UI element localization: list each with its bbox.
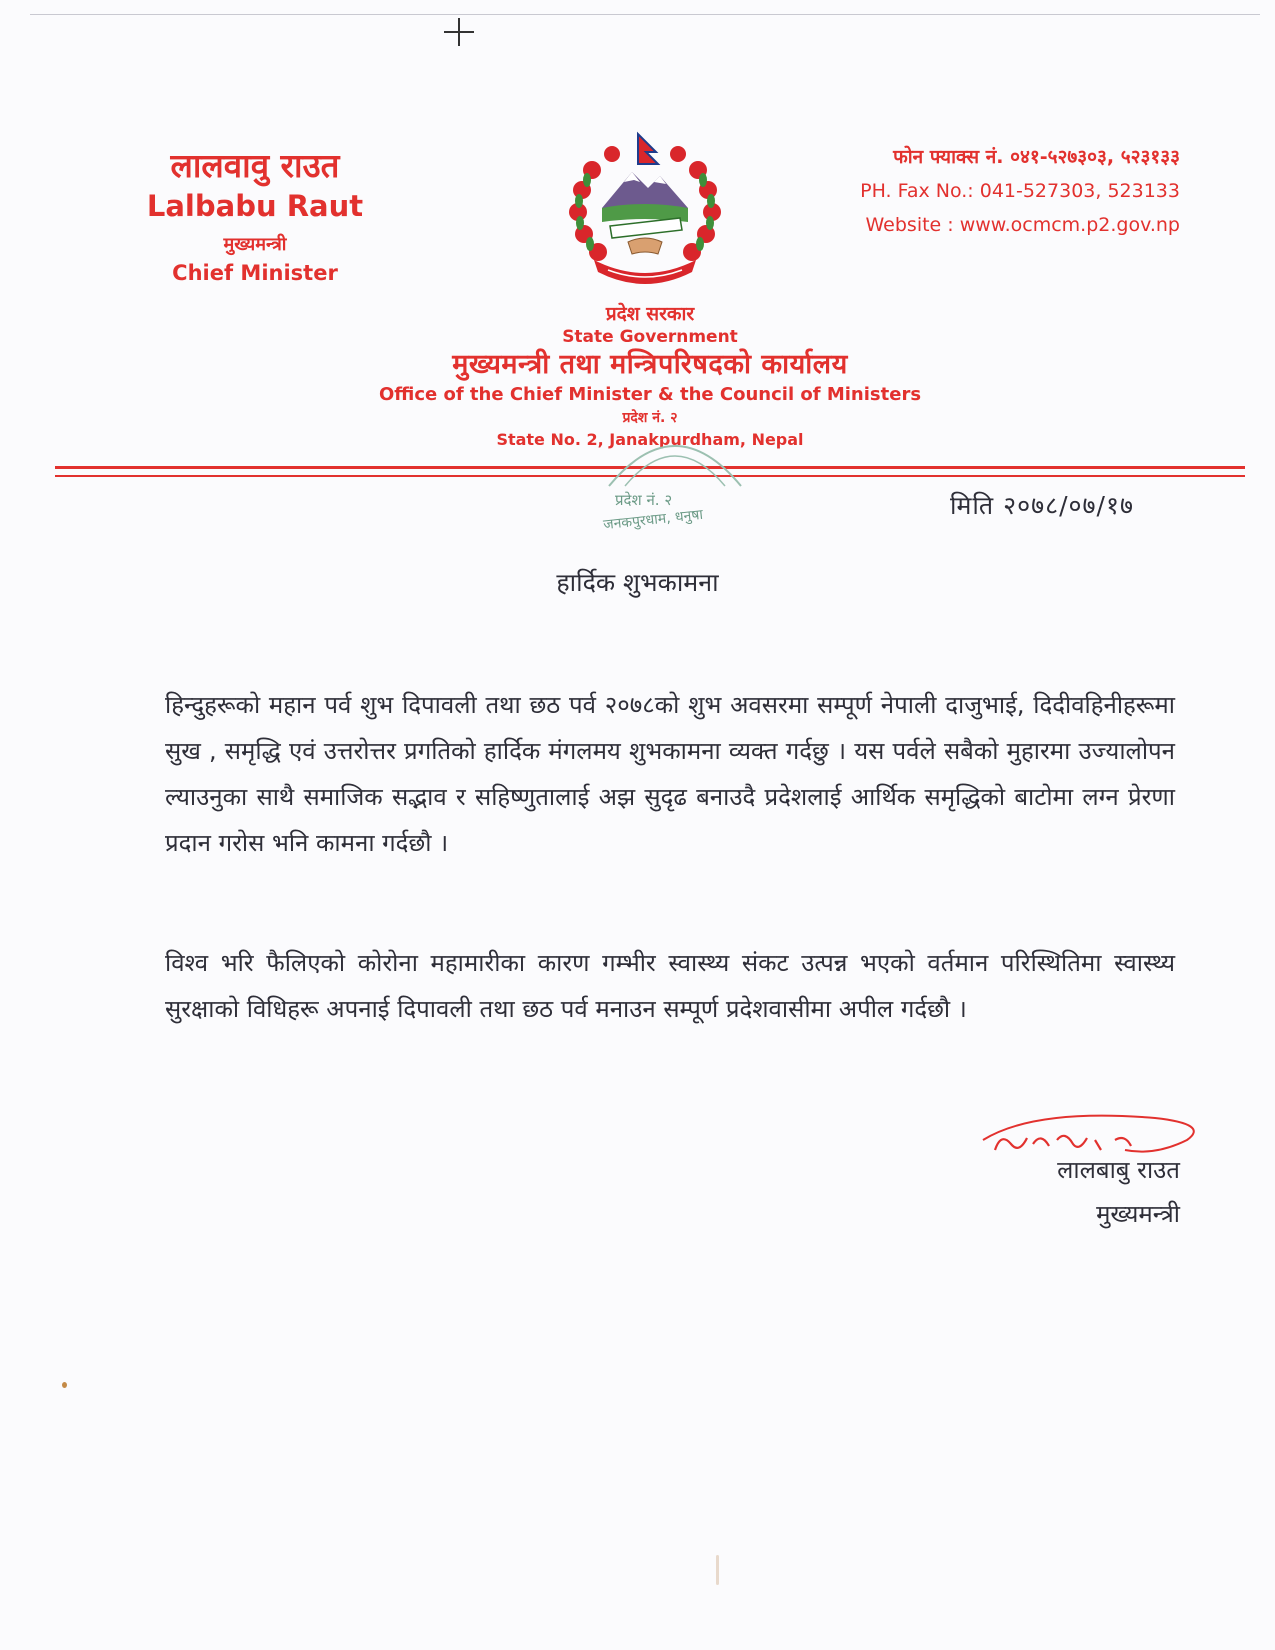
signatory-block [960, 1148, 1180, 1236]
stamp-line-1: प्रदेश नं. २ [615, 491, 673, 509]
sender-title-devanagari: मुख्यमन्त्री [223, 234, 287, 255]
office-devanagari: मुख्यमन्त्री तथा मन्त्रिपरिषदको कार्यालय [452, 349, 848, 380]
office-english: Office of the Chief Minister & the Council of Ministers [378, 384, 922, 405]
nepal-emblem-icon [560, 130, 730, 290]
contact-block [820, 140, 1180, 242]
sender-title-english: Chief Minister [172, 261, 338, 285]
government-english: State Government [562, 327, 738, 347]
phone-fax-devanagari: फोन फ्याक्स नं. ०४१-५२७३०३, ५२३१३३ [893, 146, 1180, 168]
signatory-title: मुख्यमन्त्री [1096, 1200, 1180, 1228]
letter-subject: हार्दिक शुभकामना [556, 568, 719, 597]
state-english: State No. 2, Janakpurdham, Nepal [496, 430, 804, 449]
stamp-line-2: जनकपुरधाम, धनुषा [602, 506, 704, 534]
sender-name-english: Lalbabu Raut [146, 189, 364, 223]
body-paragraph-1: हिन्दुहरूको महान पर्व शुभ दिपावली तथा छठ पर्व २०७८को शुभ अवसरमा सम्पूर्ण नेपाली दाजुभाई, दिदीवहिनीहरूमा सुख , समृद्धि एवं उत्तरोत्तर प्रगतिको हार्दिक मंगलमय शुभकामना व्यक्त गर्दछु । यस पर्वले सबैको मुहारमा उज्यालोपन ल्याउनुका साथै समाजिक सद्भाव र सहिष्णुतालाई अझ सुदृढ बनाउदै प्रदेशलाई आर्थिक समृद्धिको बाटोमा लग्न प्रेरणा प्रदान गरोस भनि कामना गर्दछौ । [165, 691, 1175, 857]
sender-block [110, 146, 400, 288]
letter-date: मिति २०७८/०७/१७ [950, 491, 1134, 520]
scan-speck [62, 1382, 67, 1388]
scan-edge [30, 14, 1260, 15]
body-paragraph-2: विश्व भरि फैलिएको कोरोना महामारीका कारण गम्भीर स्वास्थ्य संकट उत्पन्न भएको वर्तमान परिस्थितिमा स्वास्थ्य सुरक्षाको विधिहरू अपनाई दिपावली तथा छठ पर्व मनाउन सम्पूर्ण प्रदेशवासीमा अपील गर्दछौ । [165, 949, 1175, 1023]
phone-fax-english: PH. Fax No.: 041-527303, 523133 [860, 180, 1180, 202]
scan-speck [716, 1555, 719, 1585]
signatory-name: लालबाबु राउत [1057, 1156, 1180, 1184]
office-stamp [595, 420, 755, 534]
crop-mark [458, 18, 460, 46]
website-text: Website : www.ocmcm.p2.gov.np [865, 214, 1180, 236]
stamp-circle-icon [595, 420, 755, 490]
government-devanagari: प्रदेश सरकार [605, 303, 695, 325]
sender-name-devanagari: लालवावु राउत [170, 146, 340, 185]
state-devanagari: प्रदेश नं. २ [622, 410, 678, 426]
